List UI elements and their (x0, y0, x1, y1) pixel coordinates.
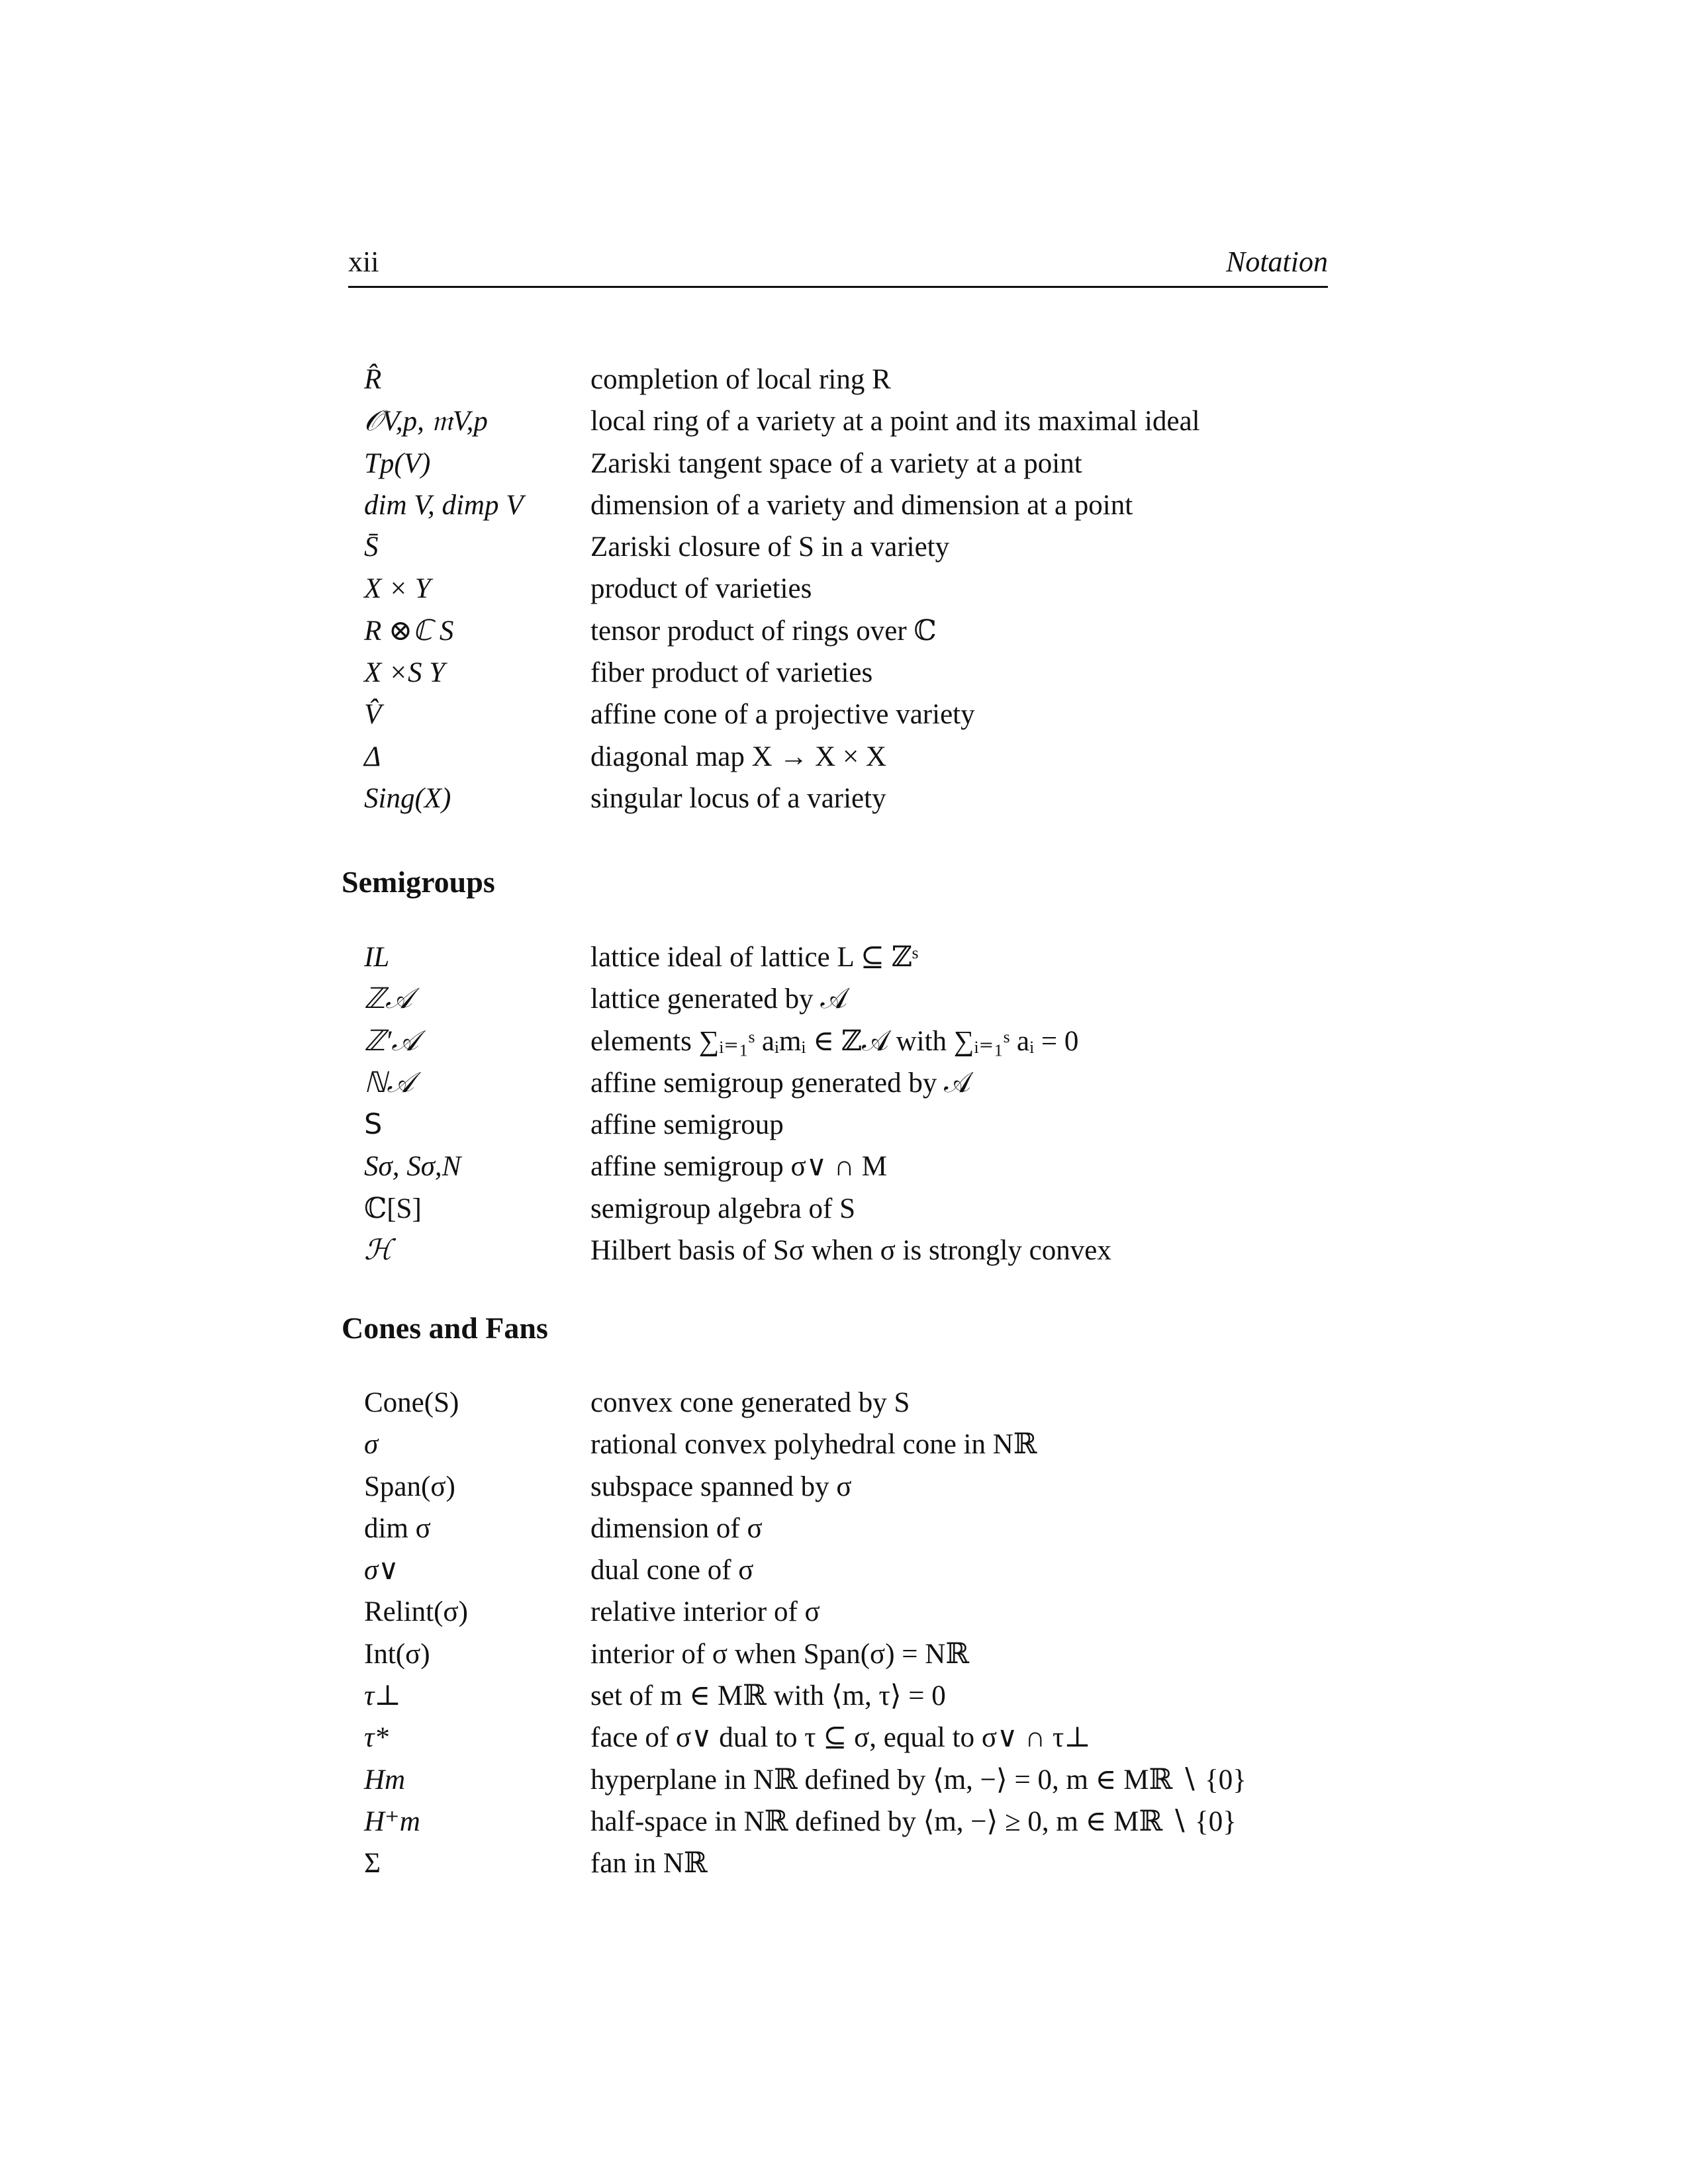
notation-description: Hilbert basis of Sσ when σ is strongly convex (590, 1235, 1111, 1267)
notation-symbol: S (364, 1108, 383, 1142)
notation-row (348, 978, 1328, 1020)
notation-row (348, 778, 1328, 819)
notation-row (348, 359, 1328, 400)
notation-description: half-space in Nℝ defined by ⟨m, −⟩ ≥ 0, m ∈ Mℝ ∖ {0} (590, 1805, 1237, 1837)
notation-symbol: dim σ (364, 1512, 431, 1544)
notation-symbol: ℂ[S] (364, 1193, 422, 1224)
notation-description: fiber product of varieties (590, 657, 873, 689)
notation-description: affine semigroup generated by 𝒜 (590, 1067, 971, 1099)
notation-description: dual cone of σ (590, 1555, 754, 1586)
notation-row (348, 610, 1328, 652)
notation-symbol: 𝒪V,p, 𝔪V,p (364, 406, 488, 437)
notation-description: Zariski closure of S in a variety (590, 531, 950, 563)
notation-description: dimension of σ (590, 1512, 763, 1544)
notation-row (348, 1021, 1328, 1062)
notation-row (348, 694, 1328, 735)
notation-description: Zariski tangent space of a variety at a point (590, 447, 1082, 479)
notation-row (348, 400, 1328, 442)
notation-description: interior of σ when Span(σ) = Nℝ (590, 1638, 970, 1670)
notation-description: affine cone of a projective variety (590, 699, 975, 731)
notation-row (348, 736, 1328, 778)
notation-description: rational convex polyhedral cone in Nℝ (590, 1429, 1037, 1461)
running-title: Notation (1225, 246, 1328, 278)
notation-description: completion of local ring R (590, 364, 891, 395)
notation-symbol: X × Y (364, 573, 431, 605)
notation-symbol: Span(σ) (364, 1471, 455, 1502)
notation-row (348, 443, 1328, 484)
notation-symbol: ℤ𝒜 (364, 983, 412, 1015)
notation-symbol: τ⊥ (364, 1680, 401, 1712)
notation-row (348, 568, 1328, 610)
notation-description: fan in Nℝ (590, 1848, 708, 1880)
varieties-list (348, 359, 1328, 819)
notation-description: lattice generated by 𝒜 (590, 983, 848, 1015)
notation-symbol: Sing(X) (364, 782, 451, 814)
notation-row (348, 1062, 1328, 1104)
notation-row (348, 1146, 1328, 1187)
notation-symbol: Cone(S) (364, 1387, 459, 1418)
notation-symbol: σ∨ (364, 1555, 399, 1586)
notation-description: lattice ideal of lattice L ⊆ ℤˢ (590, 942, 919, 973)
page-header (348, 245, 1328, 288)
notation-description: subspace spanned by σ (590, 1471, 852, 1502)
cones-fans-list (348, 1382, 1328, 1885)
notation-description: product of varieties (590, 573, 812, 605)
notation-description: elements ∑ᵢ₌₁ˢ aᵢmᵢ ∈ ℤ𝒜 with ∑ᵢ₌₁ˢ aᵢ = 0 (590, 1025, 1079, 1057)
notation-description: convex cone generated by S (590, 1387, 910, 1418)
notation-row (348, 1188, 1328, 1230)
section-title-semigroups: Semigroups (342, 865, 495, 899)
notation-symbol: Δ (364, 741, 381, 772)
notation-row (348, 1801, 1328, 1843)
notation-row (348, 1382, 1328, 1424)
notation-row (348, 1466, 1328, 1508)
notation-symbol: Int(σ) (364, 1638, 430, 1670)
notation-symbol: ℋ (364, 1235, 393, 1267)
notation-row (348, 1230, 1328, 1271)
notation-row (348, 1549, 1328, 1591)
section-title-cones-and-fans: Cones and Fans (342, 1311, 548, 1345)
notation-row (348, 1759, 1328, 1801)
notation-symbol: Hm (364, 1764, 406, 1796)
notation-row (348, 1843, 1328, 1884)
notation-symbol: σ (364, 1429, 379, 1461)
notation-symbol: S̄ (364, 531, 379, 563)
notation-row (348, 936, 1328, 978)
notation-symbol: Tp(V) (364, 447, 431, 479)
notation-description: local ring of a variety at a point and its maximal ideal (590, 406, 1200, 437)
notation-description: diagonal map X → X × X (590, 741, 887, 772)
notation-row (348, 652, 1328, 694)
notation-row (348, 1508, 1328, 1549)
notation-symbol: Σ (364, 1848, 381, 1880)
page-number: xii (348, 246, 379, 278)
notation-description: relative interior of σ (590, 1596, 820, 1628)
notation-description: set of m ∈ Mℝ with ⟨m, τ⟩ = 0 (590, 1680, 946, 1712)
notation-symbol: R ⊗ℂ S (364, 615, 454, 647)
notation-description: affine semigroup σ∨ ∩ M (590, 1151, 887, 1183)
notation-row (348, 1424, 1328, 1465)
notation-symbol: dim V, dimp V (364, 489, 524, 521)
notation-description: dimension of a variety and dimension at a point (590, 489, 1133, 521)
notation-symbol: Sσ, Sσ,N (364, 1151, 461, 1183)
notation-description: singular locus of a variety (590, 782, 886, 814)
notation-row (348, 1717, 1328, 1758)
notation-row (348, 1104, 1328, 1146)
notation-symbol: ℕ𝒜 (364, 1067, 414, 1099)
notation-symbol: ℤ′𝒜 (364, 1025, 419, 1057)
notation-row (348, 1633, 1328, 1675)
notation-symbol: V̂ (364, 699, 382, 731)
semigroups-list (348, 936, 1328, 1271)
notation-symbol: H⁺m (364, 1805, 420, 1837)
notation-description: semigroup algebra of S (590, 1193, 856, 1224)
notation-symbol: Relint(σ) (364, 1596, 468, 1628)
notation-description: tensor product of rings over ℂ (590, 615, 937, 647)
notation-row (348, 484, 1328, 526)
notation-description: face of σ∨ dual to τ ⊆ σ, equal to σ∨ ∩ τ⊥ (590, 1722, 1091, 1754)
notation-symbol: R̂ (364, 364, 382, 395)
notation-row (348, 526, 1328, 568)
notation-row (348, 1675, 1328, 1717)
notation-row (348, 1591, 1328, 1633)
notation-symbol: τ* (364, 1722, 389, 1754)
notation-description: affine semigroup (590, 1109, 784, 1141)
notation-description: hyperplane in Nℝ defined by ⟨m, −⟩ = 0, m ∈ Mℝ ∖ {0} (590, 1764, 1246, 1796)
notation-symbol: IL (364, 942, 390, 973)
notation-symbol: X ×S Y (364, 657, 445, 689)
